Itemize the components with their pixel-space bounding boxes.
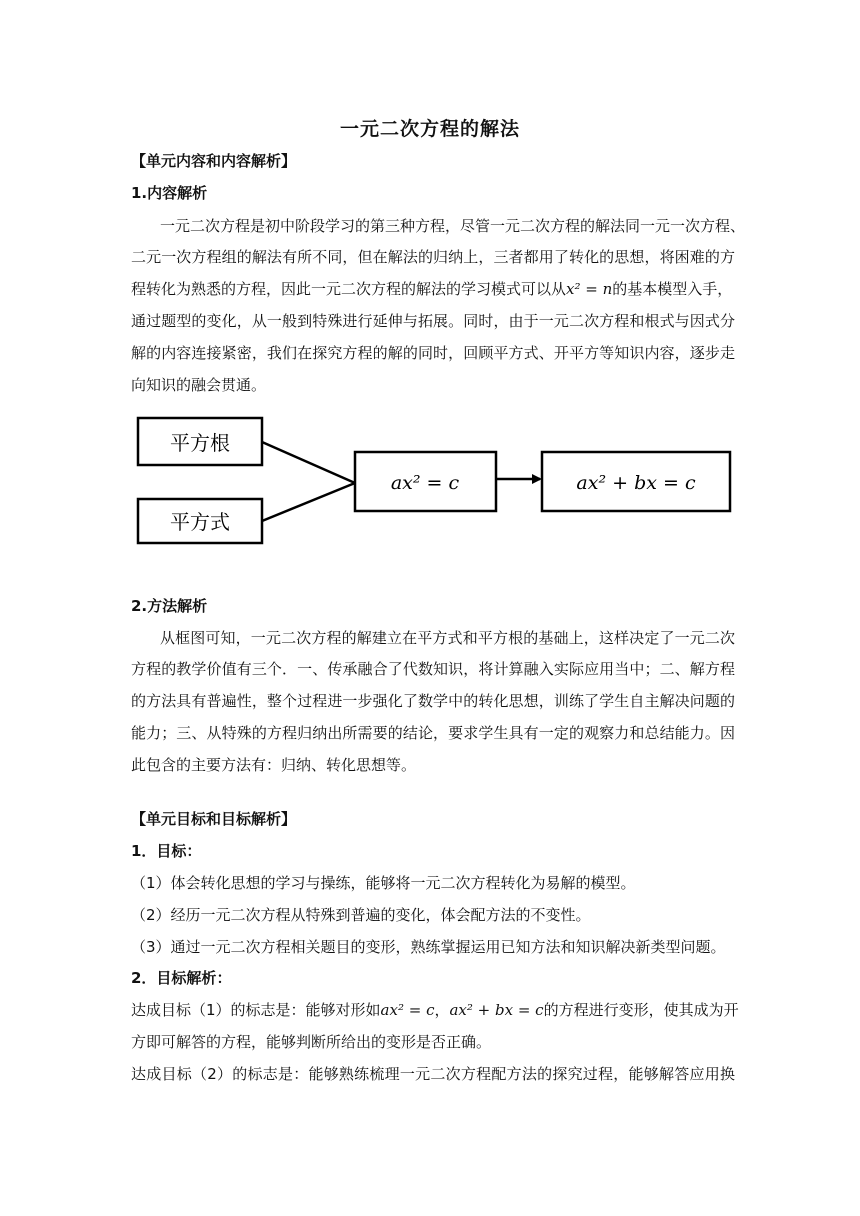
document-title: 一元二次方程的解法 (339, 118, 520, 140)
paragraph-text: 程转化为熟悉的方程，因此一元二次方程的解法的学习模式可以从 (131, 280, 567, 298)
paragraph-line: 的方法具有普遍性，整个过程进一步强化了数学中的转化思想，训练了学生自主解决问题的 (131, 692, 735, 710)
goal-item: （3）通过一元二次方程相关题目的变形，熟练掌握运用已知方法和知识解决新类型问题。 (131, 938, 726, 956)
paragraph-line: 二元一次方程组的解法有所不同，但在解法的归纳上，三者都用了转化的思想，将困难的方 (131, 248, 735, 266)
paragraph-line: 从框图可知，一元二次方程的解建立在平方式和平方根的基础上，这样决定了一元二次 (160, 629, 735, 647)
section-heading-goals: 【单元目标和目标解析】 (131, 810, 297, 828)
paragraph-line-with-math (131, 279, 735, 299)
goal-item: （1）体会转化思想的学习与操练，能够将一元二次方程转化为易解的模型。 (131, 874, 636, 892)
paragraph-line: 一元二次方程是初中阶段学习的第三种方程，尽管一元二次方程的解法同一元一次方程、 (160, 217, 746, 235)
connector-line (262, 442, 355, 483)
subheading-goals: 1．目标： (131, 842, 202, 860)
subheading-goal-analysis: 2．目标解析： (131, 969, 232, 987)
analysis-line: 达成目标（2）的标志是：能够熟练梳理一元二次方程配方法的探究过程，能够解答应用换 (131, 1065, 735, 1083)
paragraph-line: 能力；三、从特殊的方程归纳出所需要的结论，要求学生具有一定的观察力和总结能力。因 (131, 724, 735, 742)
math-expression: ax² + bx = c (449, 1001, 544, 1019)
box-equation-simple-label: ax² = c (390, 472, 460, 494)
math-expression: x² = n (566, 280, 613, 298)
analysis-text: ， (434, 1001, 450, 1019)
goal-item: （2）经历一元二次方程从特殊到普遍的变化，体会配方法的不变性。 (131, 906, 591, 924)
subheading-method-analysis: 2.方法解析 (131, 597, 208, 615)
paragraph-line: 方程的教学价值有三个．一、传承融合了代数知识，将计算融入实际应用当中；二、解方程 (131, 660, 735, 678)
paragraph-line: 通过题型的变化，从一般到特殊进行延伸与拓展。同时，由于一元二次方程和根式与因式分 (131, 312, 735, 330)
analysis-line: 方即可解答的方程，能够判断所给出的变形是否正确。 (131, 1033, 492, 1051)
paragraph-line: 向知识的融会贯通。 (131, 376, 267, 394)
box-perfect-square-label: 平方式 (170, 510, 230, 534)
subheading-content-analysis: 1.内容解析 (131, 184, 208, 202)
analysis-line-with-math (131, 1000, 739, 1020)
box-equation-general-label: ax² + bx = c (576, 472, 696, 494)
paragraph-text: 的基本模型入手， (612, 280, 733, 298)
analysis-text: 的方程进行变形，使其成为开 (543, 1001, 739, 1019)
paragraph-line: 解的内容连接紧密，我们在探究方程的解的同时，回顾平方式、开平方等知识内容，逐步走 (131, 344, 735, 362)
section-heading-content: 【单元内容和内容解析】 (131, 152, 297, 170)
method-flow-diagram (131, 408, 741, 553)
connector-line (262, 483, 355, 521)
box-square-root-label: 平方根 (170, 431, 230, 455)
analysis-text: 达成目标（1）的标志是：能够对形如 (131, 1001, 381, 1019)
paragraph-line: 此包含的主要方法有：归纳、转化思想等。 (131, 756, 417, 774)
math-expression: ax² = c (380, 1001, 435, 1019)
